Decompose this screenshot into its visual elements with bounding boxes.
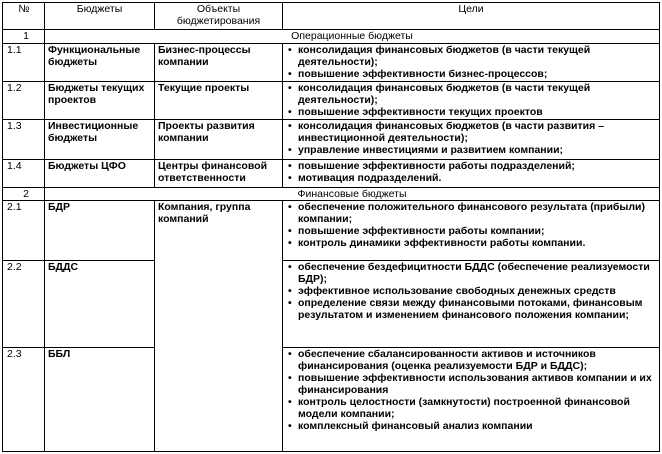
goals-cell (283, 348, 660, 452)
goals-list (286, 160, 656, 184)
table-row (3, 43, 660, 81)
goal-item: • обеспечение положительного финансового результата (прибыли) компании; (286, 201, 656, 225)
goal-item: • консолидация финансовых бюджетов (в части текущей деятельности); (286, 44, 656, 68)
goal-item: • повышение эффективности работы подразделений; (286, 160, 656, 172)
budget-name: БДДС (45, 260, 155, 347)
table-row (3, 81, 660, 119)
row-number: 1.3 (3, 120, 45, 159)
goals-list (286, 44, 656, 80)
budget-object: Компания, группа компаний (155, 201, 283, 452)
goals-cell (283, 201, 660, 260)
goal-item: • повышение эффективности работы компании; (286, 225, 656, 237)
goals-list (286, 261, 656, 321)
budget-object: Проекты развития компании (155, 120, 283, 159)
budget-name: Функциональные бюджеты (45, 43, 155, 81)
section-row (3, 30, 660, 44)
goal-item: • определение связи между финансовыми потоками, финансовым результатом и изменением финансового положения компании; (286, 297, 656, 321)
budget-object: Бизнес-процессы компании (155, 43, 283, 81)
header-goals: Цели (283, 3, 660, 30)
goals-list (286, 348, 656, 432)
goal-item: • консолидация финансовых бюджетов (в части текущей деятельности); (286, 82, 656, 106)
row-number: 2.2 (3, 260, 45, 347)
budget-name: БДР (45, 201, 155, 260)
goal-item: • обеспечение бездефицитности БДДС (обеспечение реализуемости БДР); (286, 261, 656, 285)
row-number: 1.4 (3, 159, 45, 187)
budget-name: ББЛ (45, 348, 155, 452)
budget-name: Инвестиционные бюджеты (45, 120, 155, 159)
header-no: № (3, 3, 45, 30)
goals-cell (283, 43, 660, 81)
budgets-table (2, 2, 660, 452)
budget-name: Бюджеты ЦФО (45, 159, 155, 187)
goals-list (286, 120, 656, 156)
goal-item: • обеспечение сбалансированности активов и источников финансирования (оценка реализуемости БДР и БДДС); (286, 348, 656, 372)
row-number: 2.3 (3, 348, 45, 452)
goals-list (286, 82, 656, 118)
section-row (3, 187, 660, 201)
goal-item: • контроль целостности (замкнутости) построенной финансовой модели компании; (286, 396, 656, 420)
section-title: Финансовые бюджеты (45, 187, 660, 201)
goals-cell (283, 81, 660, 119)
goal-item: • повышение эффективности использования активов компании и их финансирования (286, 372, 656, 396)
goals-cell (283, 120, 660, 159)
goal-item: • управление инвестициями и развитием компании; (286, 144, 656, 156)
section-number: 1 (3, 30, 45, 44)
goal-item: • комплексный финансовый анализ компании (286, 420, 656, 432)
goal-item: • консолидация финансовых бюджетов (в части развития – инвестиционной деятельности); (286, 120, 656, 144)
table-header-row (3, 3, 660, 30)
goals-cell (283, 260, 660, 347)
section-title: Операционные бюджеты (45, 30, 660, 44)
budget-name: Бюджеты текущих проектов (45, 81, 155, 119)
row-number: 2.1 (3, 201, 45, 260)
table-row (3, 120, 660, 159)
table-row (3, 348, 660, 452)
budget-object: Текущие проекты (155, 81, 283, 119)
table-row (3, 260, 660, 347)
table-row (3, 159, 660, 187)
goal-item: • повышение эффективности бизнес-процессов; (286, 68, 656, 80)
goal-item: • эффективное использование свободных денежных средств (286, 285, 656, 297)
budget-object: Центры финансовой ответственности (155, 159, 283, 187)
goal-item: • контроль динамики эффективности работы компании. (286, 237, 656, 249)
table-row (3, 201, 660, 260)
goals-cell (283, 159, 660, 187)
goal-item: • повышение эффективности текущих проектов (286, 106, 656, 118)
row-number: 1.2 (3, 81, 45, 119)
section-number: 2 (3, 187, 45, 201)
header-budgets: Бюджеты (45, 3, 155, 30)
row-number: 1.1 (3, 43, 45, 81)
goals-list (286, 201, 656, 249)
header-objects: Объекты бюджетирования (155, 3, 283, 30)
goal-item: • мотивация подразделений. (286, 172, 656, 184)
